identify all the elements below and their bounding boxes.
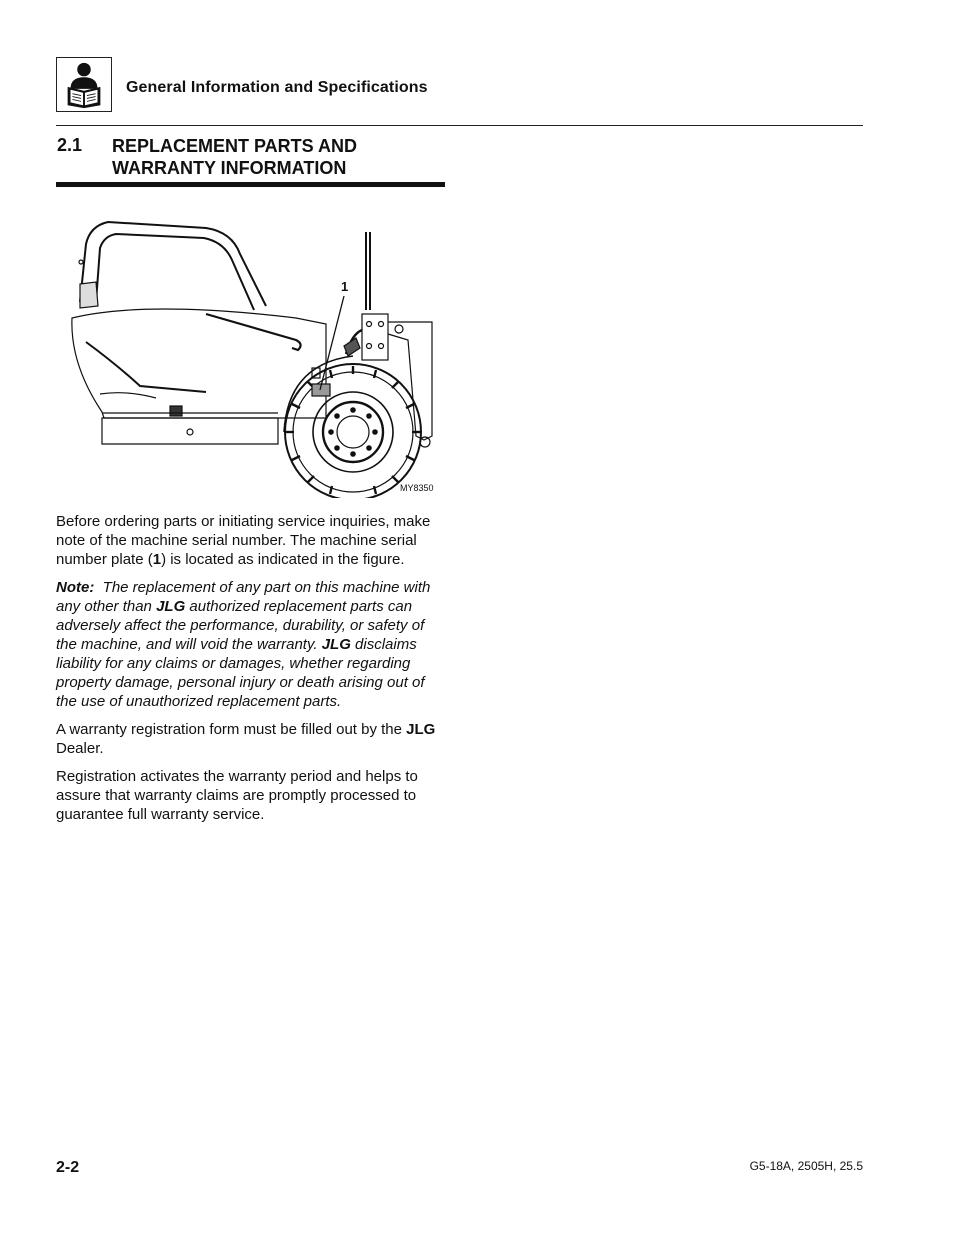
section-title: REPLACEMENT PARTS AND WARRANTY INFORMATION (112, 136, 358, 178)
paragraph-serial-number: Before ordering parts or initiating service inquiries, make note of the machine serial number. The machine serial number plate (1) is located as indicated in the figure. (56, 513, 431, 568)
figure-callout-label: 1 (341, 279, 349, 294)
header-divider (56, 125, 863, 126)
section-number: 2.1 (57, 135, 83, 155)
note-label: Note: (56, 579, 95, 596)
figure-id-label: MY8350 (400, 483, 434, 493)
paragraph-registration-form: A warranty registration form must be filled out by the JLG Dealer. (56, 721, 436, 757)
note-paragraph: Note: The replacement of any part on this machine with any other than JLG authorized replacement parts can adversely affect the performance, durability, or safety of the machine, and will void the warranty. JLG disclaims liability for any claims or damages, whether regarding property damage, personal injury or death arising out of the use of unauthorized replacement parts. (56, 579, 431, 710)
manual-reader-icon (56, 57, 112, 112)
header-title: General Information and Specifications (126, 79, 428, 96)
page-number: 2-2 (56, 1159, 80, 1176)
document-reference: G5-18A, 2505H, 25.5 (749, 1159, 863, 1173)
paragraph-registration-activates: Registration activates the warranty period and helps to assure that warranty claims are promptly processed to guarantee full warranty service. (56, 768, 418, 823)
machine-serial-plate-figure (56, 214, 445, 498)
section-title-underline (56, 182, 445, 187)
body-text (56, 512, 448, 833)
